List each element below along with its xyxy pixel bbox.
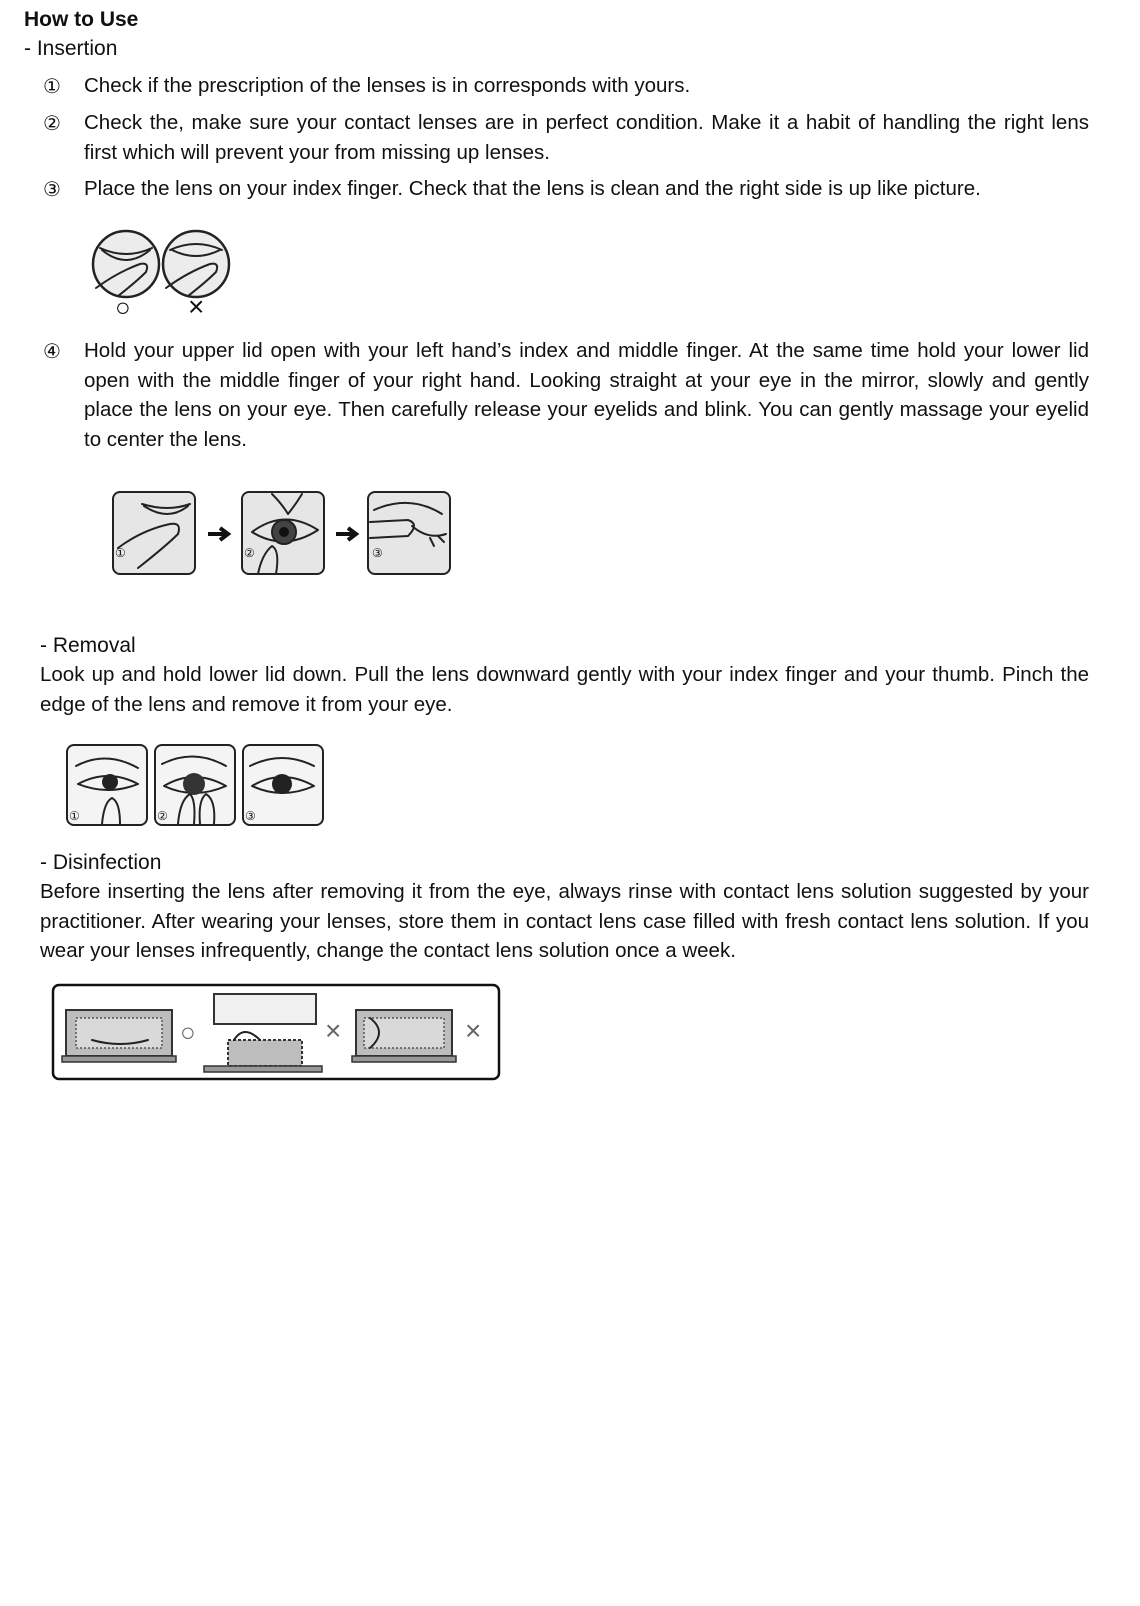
- insertion-panel-1: [113, 492, 195, 574]
- insertion-panel-number-2: ②: [244, 546, 255, 560]
- correct-mark: ○: [115, 292, 131, 322]
- removal-panel-number-2: ②: [157, 809, 168, 823]
- removal-heading: - Removal: [40, 634, 136, 657]
- removal-text: Look up and hold lower lid down. Pull the lens downward gently with your index finger and your thumb. Pinch the edge of the lens and remove it from your eye.: [40, 663, 1089, 716]
- removal-sequence-illustration: [66, 744, 326, 826]
- lens-case-illustration: [52, 984, 502, 1082]
- step-number-2: ②: [43, 113, 61, 135]
- page-title: How to Use: [24, 8, 139, 31]
- lens-wrong-icon: [163, 231, 229, 297]
- step-text-4: Hold your upper lid open with your left hand’s index and middle finger. At the same time hold your lower lid open with the middle finger of your right hand. Looking straight at your eye in the mirror, slowly and gently place the lens on your eye. Then carefully release your eyelids and blink. You can gently massage your eyelid to center the lens.: [84, 339, 1089, 451]
- removal-panel-number-3: ③: [245, 809, 256, 823]
- removal-panel-number-1: ①: [69, 809, 80, 823]
- lens-case-correct-icon: [62, 1010, 176, 1062]
- insertion-panel-3: [368, 492, 450, 574]
- step-text-1: Check if the prescription of the lenses is in corresponds with yours.: [84, 74, 691, 97]
- insertion-panel-number-3: ③: [372, 546, 383, 560]
- lens-correct-icon: [93, 231, 159, 297]
- disinfection-text: Before inserting the lens after removing it from the eye, always rinse with contact lens solution suggested by your practitioner. After wearing your lenses, store them in contact lens case filled with fresh contact lens solution. If you wear your lenses infrequently, change the contact lens solution once a week.: [40, 880, 1089, 962]
- insertion-heading: - Insertion: [24, 37, 118, 60]
- insertion-panel-2: [242, 492, 324, 574]
- lens-case-mark-correct: ○: [180, 1017, 196, 1047]
- step-number-4: ④: [43, 341, 61, 363]
- disinfection-heading: - Disinfection: [40, 851, 162, 874]
- step-text-2: Check the, make sure your contact lenses are in perfect condition. Make it a habit of handling the right lens first which will prevent your from missing up lenses.: [84, 111, 1089, 164]
- lens-orientation-illustration: [88, 226, 238, 326]
- step-text-3: Place the lens on your index finger. Check that the lens is clean and the right side is up like picture.: [84, 177, 981, 200]
- lens-case-mark-wrong-1: ×: [325, 1015, 342, 1046]
- lens-case-mark-wrong-2: ×: [465, 1015, 482, 1046]
- step-number-1: ①: [43, 76, 61, 98]
- arrow-icon: [336, 528, 356, 540]
- wrong-mark: ×: [188, 291, 205, 322]
- insertion-panel-number-1: ①: [115, 546, 126, 560]
- lens-case-wrong-2-icon: [352, 1010, 456, 1062]
- step-number-3: ③: [43, 179, 61, 201]
- insertion-sequence-illustration: [112, 490, 462, 580]
- arrow-icon: [208, 528, 228, 540]
